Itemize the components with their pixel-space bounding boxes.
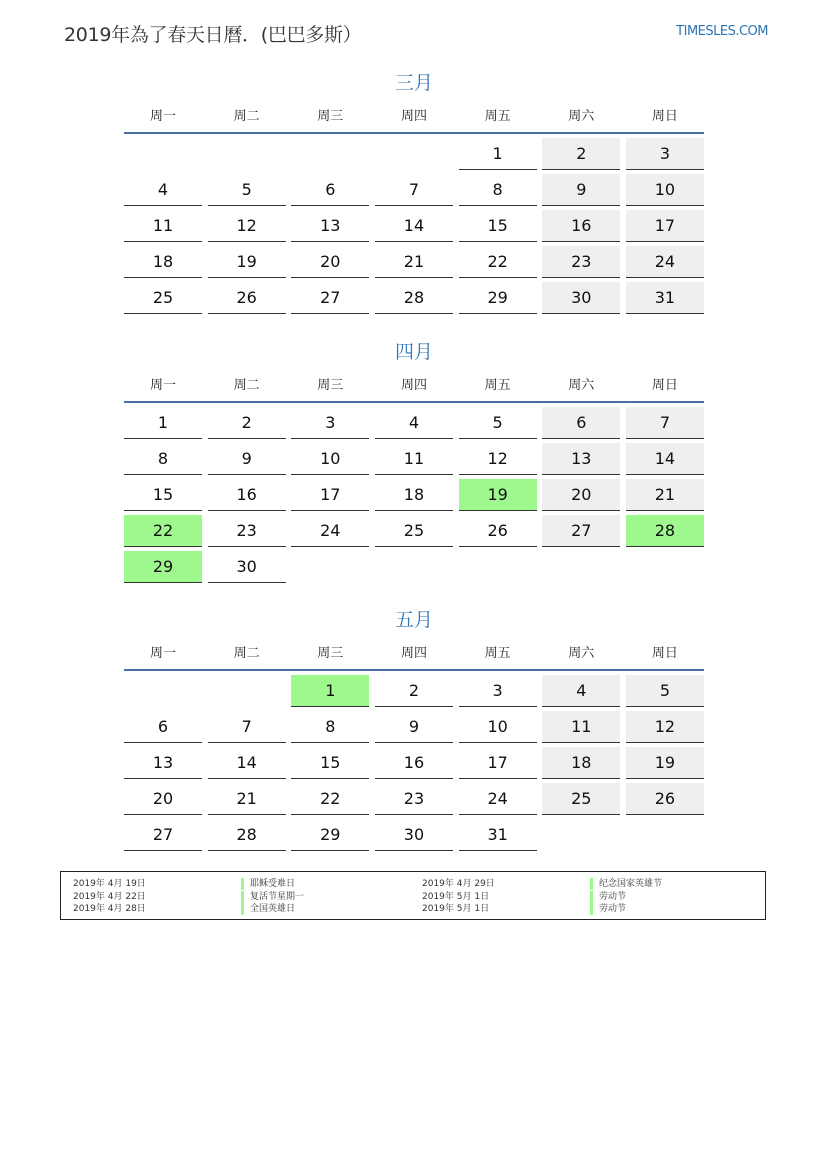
weekday-header-row (124, 102, 704, 134)
weekday-header-row (124, 639, 704, 671)
day-cell: 13 (124, 747, 202, 779)
weekday-label: 周三 (317, 109, 344, 124)
day-cell: 27 (124, 819, 202, 851)
day-cell: 2 (208, 407, 286, 439)
day-cell: 5 (626, 675, 704, 707)
day-cell: 31 (459, 819, 537, 851)
day-cell: 29 (291, 819, 369, 851)
day-cell: 19 (208, 246, 286, 278)
weekday-label: 周六 (568, 109, 595, 124)
day-cell: 1 (459, 138, 537, 170)
week-row (124, 479, 704, 511)
week-row (124, 138, 704, 170)
holiday-day-cell: 28 (626, 515, 704, 547)
holiday-day-cell: 19 (459, 479, 537, 511)
empty-day-cell (626, 819, 704, 851)
legend-holiday-name: 耶稣受难日 (241, 878, 410, 890)
legend-date: 2019年 4月 28日 (73, 904, 146, 914)
day-cell: 18 (375, 479, 453, 511)
week-row (124, 443, 704, 475)
weekday-label: 周日 (651, 109, 678, 124)
legend-date: 2019年 4月 19日 (73, 879, 146, 889)
legend-holiday-name: 劳动节 (590, 891, 759, 903)
week-row (124, 210, 704, 242)
day-cell: 5 (208, 174, 286, 206)
month-block (124, 68, 704, 318)
day-cell: 24 (459, 783, 537, 815)
day-cell: 20 (291, 246, 369, 278)
month-name: 五月 (394, 609, 433, 631)
day-cell: 25 (542, 783, 620, 815)
weekday-label: 周一 (149, 646, 176, 661)
legend-date: 2019年 4月 22日 (73, 891, 146, 902)
week-row (124, 551, 704, 583)
empty-day-cell (375, 551, 453, 583)
weekday-header-row (124, 371, 704, 403)
week-row (124, 783, 704, 815)
day-cell: 9 (208, 443, 286, 475)
empty-day-cell (124, 675, 202, 707)
day-cell: 27 (291, 282, 369, 314)
empty-day-cell (626, 551, 704, 583)
legend-holiday-name: 全国英雄日 (241, 903, 410, 915)
empty-day-cell (542, 819, 620, 851)
day-cell: 26 (208, 282, 286, 314)
weekday-label: 周一 (149, 109, 176, 124)
day-cell: 30 (375, 819, 453, 851)
day-cell: 4 (542, 675, 620, 707)
month-name: 三月 (394, 72, 433, 94)
holiday-day-cell: 22 (124, 515, 202, 547)
day-cell: 27 (542, 515, 620, 547)
day-cell: 11 (124, 210, 202, 242)
empty-day-cell (459, 551, 537, 583)
weekday-label: 周五 (484, 646, 511, 661)
day-cell: 16 (542, 210, 620, 242)
day-cell: 11 (375, 443, 453, 475)
weekday-label: 周五 (484, 378, 511, 393)
day-cell: 3 (626, 138, 704, 170)
day-cell: 17 (626, 210, 704, 242)
day-cell: 7 (208, 711, 286, 743)
day-cell: 28 (375, 282, 453, 314)
holiday-day-cell: 1 (291, 675, 369, 707)
weekday-label: 周四 (400, 646, 427, 661)
legend-item (422, 878, 762, 890)
holiday-day-cell: 29 (124, 551, 202, 583)
day-cell: 14 (208, 747, 286, 779)
weekday-label: 周一 (149, 378, 176, 393)
day-cell: 22 (459, 246, 537, 278)
day-cell: 26 (459, 515, 537, 547)
day-cell: 31 (626, 282, 704, 314)
day-cell: 21 (626, 479, 704, 511)
day-cell: 9 (542, 174, 620, 206)
month-name: 四月 (394, 341, 433, 363)
weekday-label: 周三 (317, 646, 344, 661)
site-brand-link[interactable]: TIMESLES.COM (676, 24, 768, 39)
day-cell: 24 (291, 515, 369, 547)
legend-holiday-name: 劳动节 (590, 903, 759, 915)
day-cell: 24 (626, 246, 704, 278)
weekday-label: 周三 (317, 378, 344, 393)
day-cell: 5 (459, 407, 537, 439)
legend-holiday-name: 复活节星期一 (241, 891, 410, 903)
empty-day-cell (291, 138, 369, 170)
day-cell: 20 (124, 783, 202, 815)
empty-day-cell (124, 138, 202, 170)
empty-day-cell (542, 551, 620, 583)
week-row (124, 819, 704, 851)
day-cell: 10 (626, 174, 704, 206)
legend-item (73, 891, 413, 903)
day-cell: 8 (124, 443, 202, 475)
day-cell: 9 (375, 711, 453, 743)
day-cell: 25 (124, 282, 202, 314)
weekday-label: 周日 (651, 378, 678, 393)
week-row (124, 747, 704, 779)
day-cell: 25 (375, 515, 453, 547)
day-cell: 30 (208, 551, 286, 583)
weekday-label: 周二 (233, 109, 260, 124)
weekday-label: 周四 (400, 109, 427, 124)
day-cell: 16 (208, 479, 286, 511)
day-cell: 13 (291, 210, 369, 242)
legend-date: 2019年 5月 1日 (422, 904, 490, 914)
empty-day-cell (208, 138, 286, 170)
legend-item (73, 903, 413, 915)
day-cell: 23 (375, 783, 453, 815)
day-cell: 10 (291, 443, 369, 475)
legend-item (422, 903, 762, 915)
weekday-label: 周日 (651, 646, 678, 661)
legend-holiday-name: 纪念国家英雄节 (590, 878, 759, 890)
day-cell: 11 (542, 711, 620, 743)
day-cell: 15 (459, 210, 537, 242)
week-row (124, 174, 704, 206)
day-cell: 17 (291, 479, 369, 511)
day-cell: 8 (459, 174, 537, 206)
legend-date: 2019年 4月 29日 (422, 879, 495, 889)
month-block (124, 605, 704, 855)
day-cell: 2 (375, 675, 453, 707)
day-cell: 12 (208, 210, 286, 242)
day-cell: 13 (542, 443, 620, 475)
day-cell: 18 (124, 246, 202, 278)
empty-day-cell (208, 675, 286, 707)
day-cell: 8 (291, 711, 369, 743)
day-cell: 23 (542, 246, 620, 278)
weekday-label: 周六 (568, 378, 595, 393)
day-cell: 6 (291, 174, 369, 206)
legend-item (422, 891, 762, 903)
weekday-label: 周五 (484, 109, 511, 124)
day-cell: 17 (459, 747, 537, 779)
weekday-label: 周六 (568, 646, 595, 661)
week-row (124, 407, 704, 439)
weekday-label: 周二 (233, 378, 260, 393)
day-cell: 2 (542, 138, 620, 170)
weekday-label: 周二 (233, 646, 260, 661)
day-cell: 12 (626, 711, 704, 743)
day-cell: 26 (626, 783, 704, 815)
day-cell: 6 (542, 407, 620, 439)
month-block (124, 337, 704, 587)
day-cell: 12 (459, 443, 537, 475)
day-cell: 15 (124, 479, 202, 511)
week-row (124, 282, 704, 314)
day-cell: 28 (208, 819, 286, 851)
day-cell: 1 (124, 407, 202, 439)
day-cell: 3 (291, 407, 369, 439)
day-cell: 16 (375, 747, 453, 779)
day-cell: 6 (124, 711, 202, 743)
day-cell: 4 (375, 407, 453, 439)
legend-date: 2019年 5月 1日 (422, 891, 490, 902)
day-cell: 21 (375, 246, 453, 278)
empty-day-cell (291, 551, 369, 583)
day-cell: 29 (459, 282, 537, 314)
day-cell: 19 (626, 747, 704, 779)
page-title: 2019年為了春天日曆．(巴巴多斯） (64, 24, 362, 46)
week-row (124, 246, 704, 278)
day-cell: 10 (459, 711, 537, 743)
holiday-legend (60, 871, 766, 920)
day-cell: 7 (626, 407, 704, 439)
week-row (124, 675, 704, 707)
day-cell: 18 (542, 747, 620, 779)
empty-day-cell (375, 138, 453, 170)
week-row (124, 515, 704, 547)
day-cell: 15 (291, 747, 369, 779)
day-cell: 30 (542, 282, 620, 314)
day-cell: 7 (375, 174, 453, 206)
day-cell: 14 (375, 210, 453, 242)
day-cell: 22 (291, 783, 369, 815)
day-cell: 14 (626, 443, 704, 475)
day-cell: 23 (208, 515, 286, 547)
day-cell: 21 (208, 783, 286, 815)
weekday-label: 周四 (400, 378, 427, 393)
day-cell: 3 (459, 675, 537, 707)
day-cell: 20 (542, 479, 620, 511)
week-row (124, 711, 704, 743)
day-cell: 4 (124, 174, 202, 206)
legend-item (73, 878, 413, 890)
